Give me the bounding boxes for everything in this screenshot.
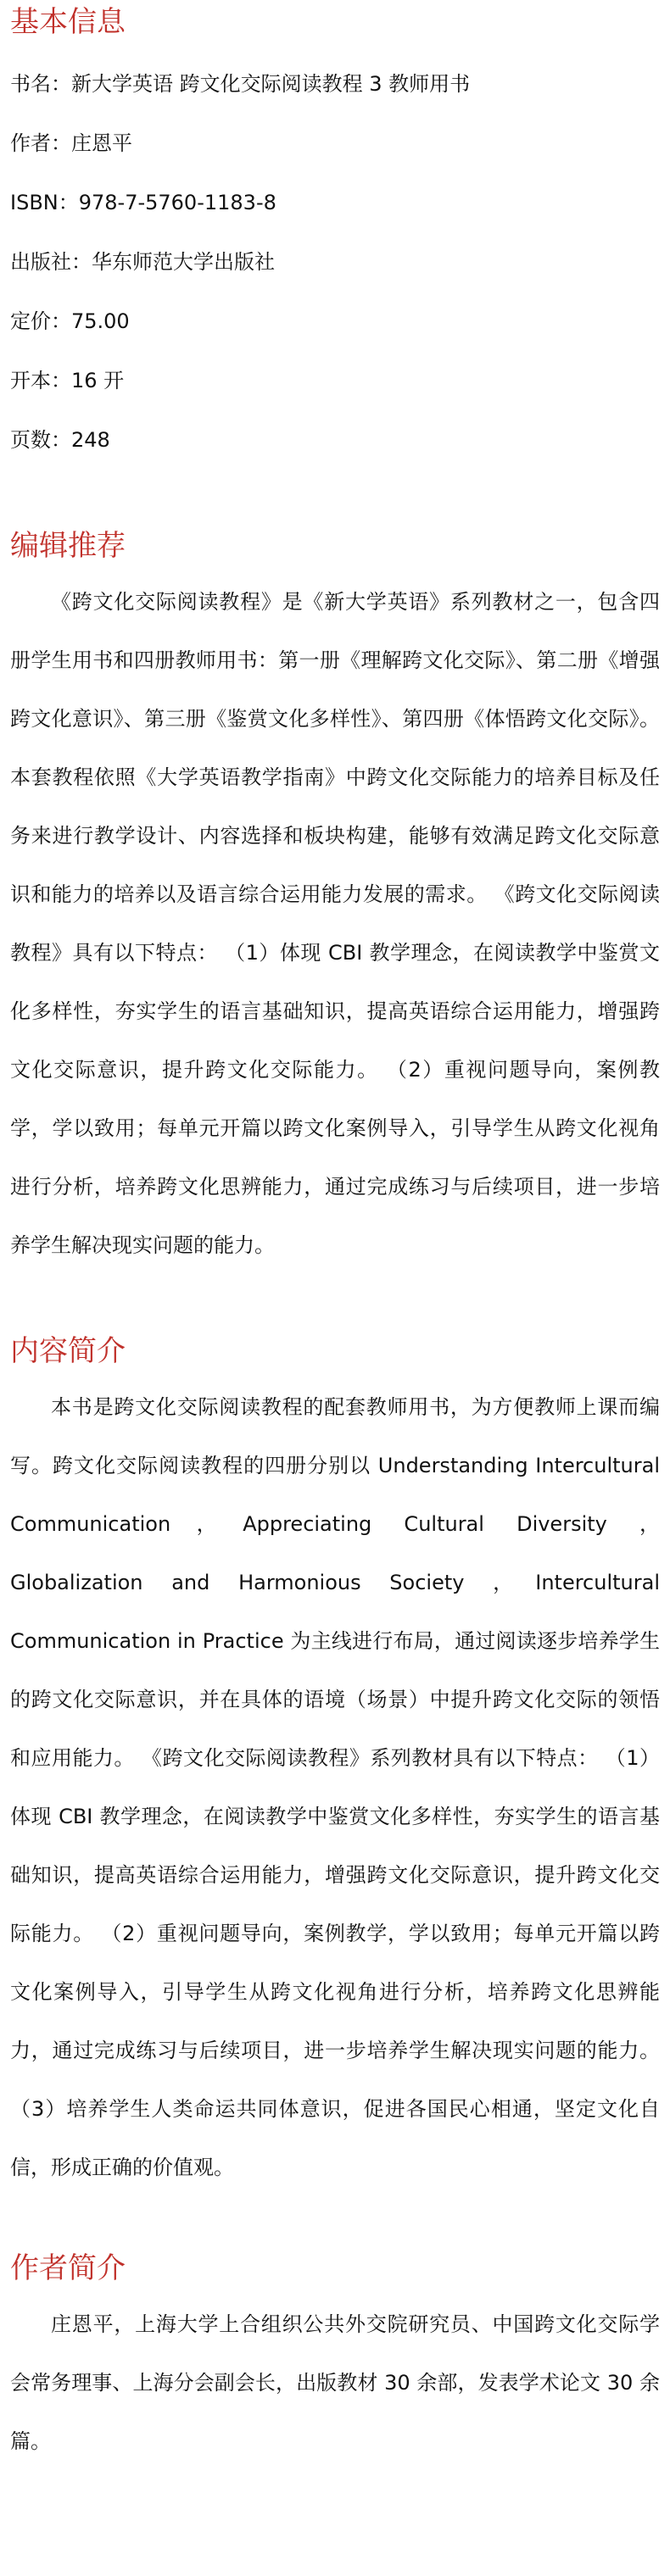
info-line-title: 书名：新大学英语 跨文化交际阅读教程 3 教师用书 — [10, 72, 471, 96]
content-summary-title: 内容简介 — [10, 1334, 126, 1368]
basic-info-section — [10, 0, 660, 470]
content-summary-section — [10, 1333, 660, 2197]
info-line-pages: 页数：248 — [10, 428, 110, 452]
info-line-author: 作者：庄恩平 — [10, 131, 132, 155]
basic-info-list — [10, 54, 660, 470]
content-summary-text: 本书是跨文化交际阅读教程的配套教师用书，为方便教师上课而编写。跨文化交际阅读教程的四册分别以 Understanding Intercultural Communication，Appreciating Cultural Diversity ，Globalization and Harmonious Society ，Intercultural Communication in Practice 为主线进行布局，通过阅读逐步培养学生的跨文化交际意识，并在具体的语境（场景）中提升跨文化交际的领悟和应用能力。 《跨文化交际阅读教程》系列教材具有以下特点： （1）体现 CBI 教学理念，在阅读教学中鉴赏文化多样性，夯实学生的语言基础知识，提高英语综合运用能力，增强跨文化交际意识，提升跨文化交际能力。 （2）重视问题导向，案例教学，学以致用；每单元开篇以跨文化案例导入，引导学生从跨文化视角进行分析，培养跨文化思辨能力，通过完成练习与后续项目，进一步培养学生解决现实问题的能力。 （3）培养学生人类命运共同体意识，促进各国民心相通，坚定文化自信，形成正确的价值观。 — [10, 1395, 660, 2179]
author-intro-title: 作者简介 — [10, 2251, 126, 2285]
basic-info-title: 基本信息 — [10, 5, 126, 39]
info-line-publisher: 出版社：华东师范大学出版社 — [10, 250, 275, 274]
editor-recommendation-section — [10, 527, 660, 1275]
editor-recommendation-title: 编辑推荐 — [10, 529, 126, 563]
author-intro-text: 庄恩平，上海大学上合组织公共外交院研究员、中国跨文化交际学会常务理事、上海分会副会长，出版教材 30 余部，发表学术论文 30 余篇。 — [10, 2312, 660, 2453]
info-line-isbn: ISBN：978-7-5760-1183-8 — [10, 191, 276, 214]
info-line-format: 开本：16 开 — [10, 369, 125, 392]
author-intro-section — [10, 2250, 660, 2471]
editor-recommendation-text: 《跨文化交际阅读教程》是《新大学英语》系列教材之一，包含四册学生用书和四册教师用书：第一册《理解跨文化交际》、第二册《增强跨文化意识》、第三册《鉴赏文化多样性》、第四册《体悟跨文化交际》。本套教程依照《大学英语教学指南》中跨文化交际能力的培养目标及任务来进行教学设计、内容选择和板块构建，能够有效满足跨文化交际意识和能力的培养以及语言综合运用能力发展的需求。 《跨文化交际阅读教程》具有以下特点： （1）体现 CBI 教学理念，在阅读教学中鉴赏文化多样性，夯实学生的语言基础知识，提高英语综合运用能力，增强跨文化交际意识，提升跨文化交际能力。 （2）重视问题导向，案例教学，学以致用；每单元开篇以跨文化案例导入，引导学生从跨文化视角进行分析，培养跨文化思辨能力，通过完成练习与后续项目，进一步培养学生解决现实问题的能力。 — [10, 590, 660, 1257]
info-line-price: 定价：75.00 — [10, 309, 130, 333]
